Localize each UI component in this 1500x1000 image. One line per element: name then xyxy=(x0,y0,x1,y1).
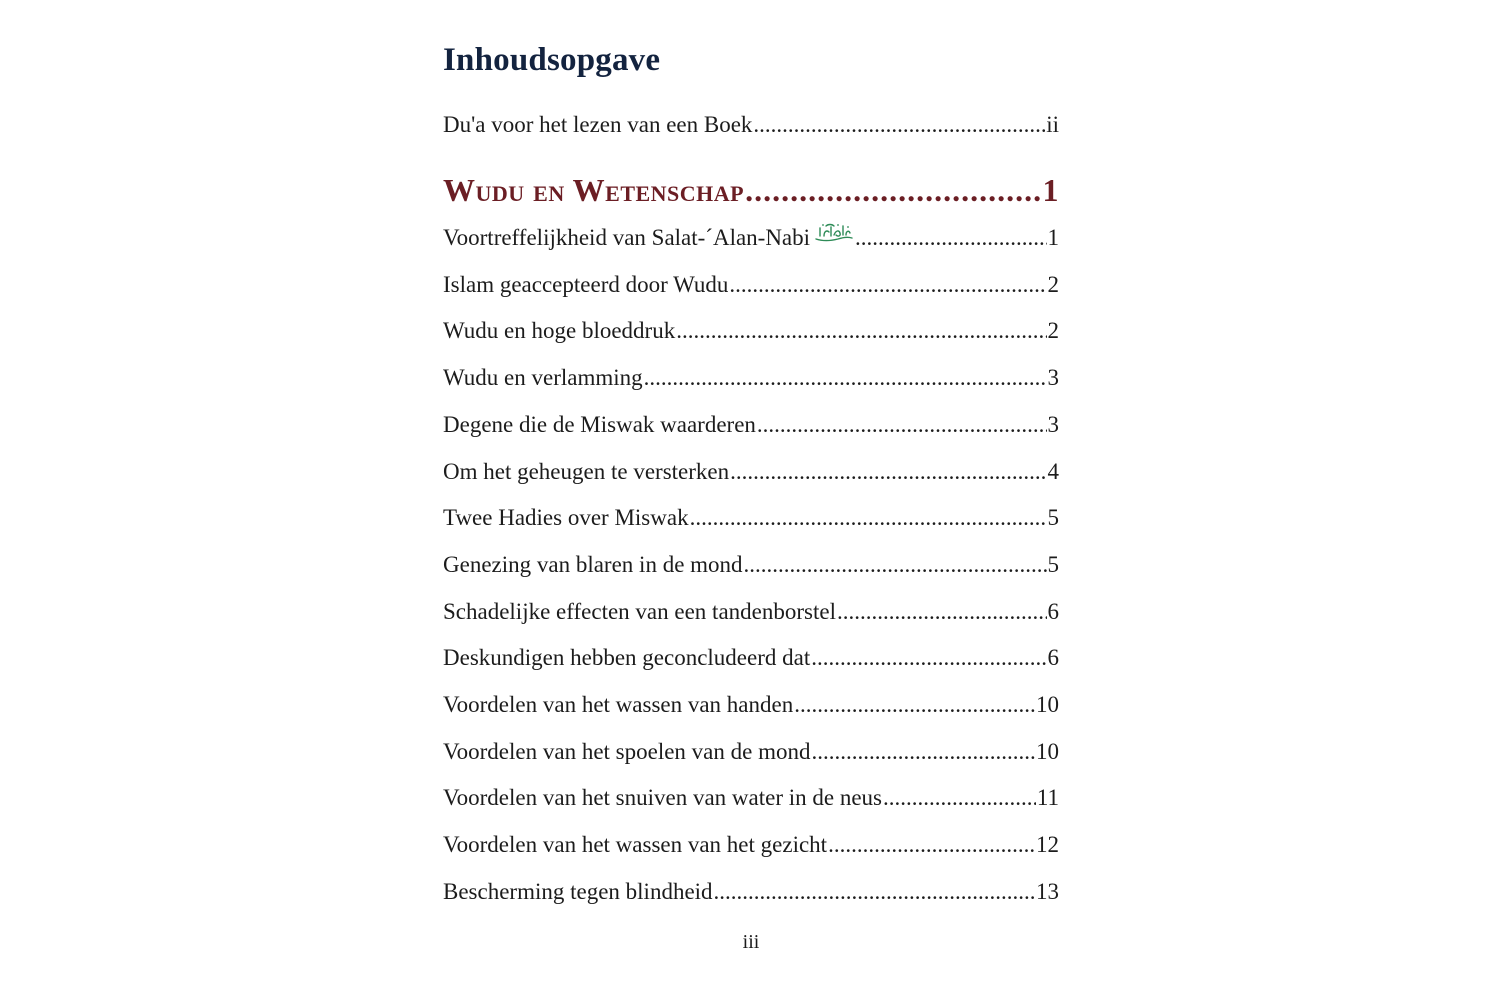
dot-leader xyxy=(690,503,1047,533)
toc-entry[interactable] xyxy=(443,363,1059,393)
toc-entry[interactable] xyxy=(443,877,1059,907)
toc-entry-page: 1 xyxy=(1047,225,1059,250)
toc-entry-page: 13 xyxy=(1036,879,1059,904)
toc-entry[interactable] xyxy=(443,690,1059,720)
toc-entry-page: 6 xyxy=(1047,645,1059,670)
toc-entry[interactable] xyxy=(443,783,1059,813)
dot-leader xyxy=(828,830,1035,860)
toc-chapter-heading[interactable] xyxy=(443,170,1059,210)
page-number: iii xyxy=(742,931,760,953)
toc-entry-label: Twee Hadies over Miswak xyxy=(443,505,689,530)
toc-entry[interactable] xyxy=(443,270,1059,300)
toc-entry-page: 3 xyxy=(1047,412,1059,437)
honorific-calligraphy-icon xyxy=(814,222,854,252)
toc-entry-page: ii xyxy=(1046,112,1059,137)
toc-entry-label: Degene die de Miswak waarderen xyxy=(443,412,756,437)
dot-leader xyxy=(745,170,1041,210)
toc-entry[interactable] xyxy=(443,550,1059,580)
page-title: Inhoudsopgave xyxy=(443,42,661,78)
toc-entry-label: Wudu en hoge bloeddruk xyxy=(443,318,676,343)
toc-entry-label: Om het geheugen te versterken xyxy=(443,459,730,484)
dot-leader xyxy=(744,550,1047,580)
toc-entry[interactable] xyxy=(443,597,1059,627)
toc-entry-page: 2 xyxy=(1047,318,1059,343)
toc-entry-label: Voordelen van het snuiven van water in de neus xyxy=(443,785,883,810)
dot-leader xyxy=(794,690,1035,720)
toc-entry-page: 5 xyxy=(1047,552,1059,577)
dot-leader xyxy=(714,877,1035,907)
toc-entry-page: 6 xyxy=(1047,599,1059,624)
toc-entry[interactable] xyxy=(443,223,1059,253)
toc-page xyxy=(443,0,1059,1000)
chapter-label: Wudu en Wetenschap xyxy=(443,172,745,208)
toc-entry-label: Voordelen van het wassen van handen xyxy=(443,692,794,717)
dot-leader xyxy=(729,270,1046,300)
toc-entry[interactable] xyxy=(443,316,1059,346)
toc-entry-label: Genezing van blaren in de mond xyxy=(443,552,743,577)
dot-leader xyxy=(811,737,1035,767)
dot-leader xyxy=(855,223,1046,253)
toc-entry[interactable] xyxy=(443,643,1059,673)
dot-leader xyxy=(676,316,1046,346)
toc-entry-label: Islam geaccepteerd door Wudu xyxy=(443,272,729,297)
toc-entry-label: Du'a voor het lezen van een Boek xyxy=(443,112,753,137)
toc-entry[interactable] xyxy=(443,737,1059,767)
dot-leader xyxy=(753,110,1045,140)
chapter-page: 1 xyxy=(1042,172,1059,208)
toc-entry-page: 3 xyxy=(1047,365,1059,390)
dot-leader xyxy=(811,643,1046,673)
dot-leader xyxy=(837,597,1047,627)
toc-entry[interactable] xyxy=(443,457,1059,487)
dot-leader xyxy=(730,457,1046,487)
toc-entry[interactable] xyxy=(443,830,1059,860)
toc-entry[interactable] xyxy=(443,503,1059,533)
toc-entry-label: Voordelen van het spoelen van de mond xyxy=(443,739,811,764)
toc-entry-label: Bescherming tegen blindheid xyxy=(443,879,713,904)
toc-entry-preface[interactable] xyxy=(443,110,1059,140)
toc-entry[interactable] xyxy=(443,410,1059,440)
toc-entry-label: Wudu en verlamming xyxy=(443,365,643,390)
dot-leader xyxy=(883,783,1036,813)
toc-entry-label: Voordelen van het wassen van het gezicht xyxy=(443,832,828,857)
toc-entry-page: 2 xyxy=(1047,272,1059,297)
toc-entry-label: Voortreffelijkheid van Salat-´Alan-Nabi xyxy=(443,223,854,253)
toc-entry-page: 11 xyxy=(1036,785,1059,810)
dot-leader xyxy=(644,363,1047,393)
toc-entry-page: 12 xyxy=(1036,832,1059,857)
toc-entry-page: 4 xyxy=(1047,459,1059,484)
toc-entry-label: Deskundigen hebben geconcludeerd dat xyxy=(443,645,811,670)
toc-entry-page: 10 xyxy=(1036,692,1059,717)
toc-entry-page: 10 xyxy=(1036,739,1059,764)
dot-leader xyxy=(757,410,1047,440)
toc-entry-label: Schadelijke effecten van een tandenborstel xyxy=(443,599,836,624)
toc-entry-page: 5 xyxy=(1047,505,1059,530)
